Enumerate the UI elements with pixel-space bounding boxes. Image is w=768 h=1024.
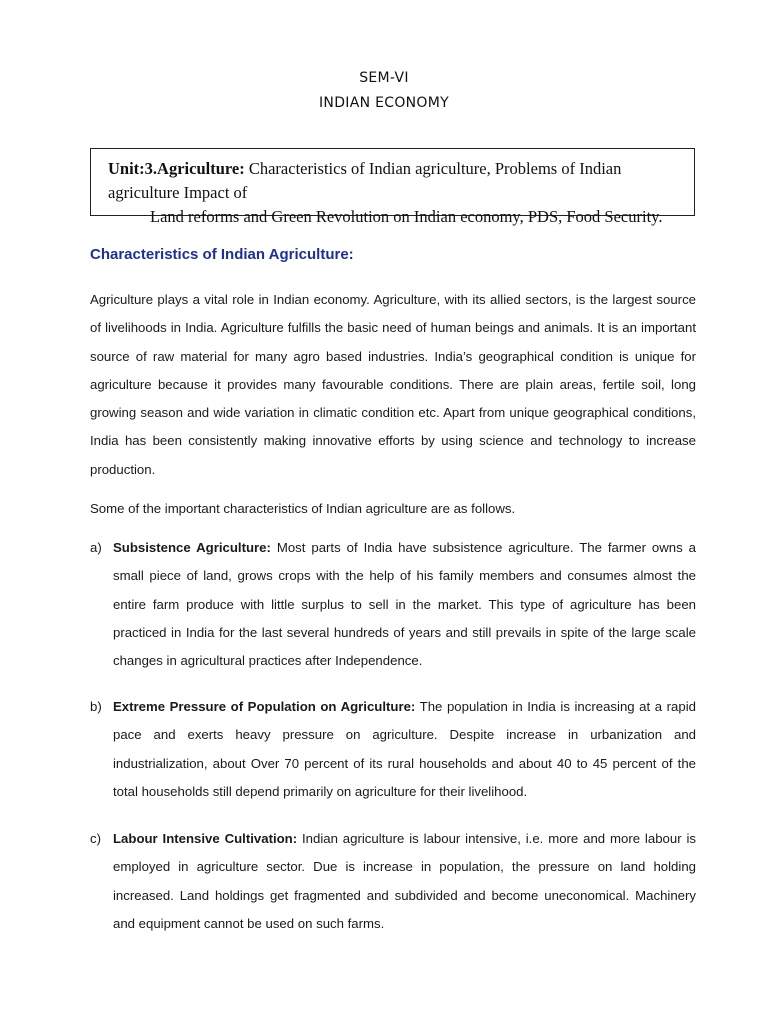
list-item-term: Extreme Pressure of Population on Agriculture: bbox=[113, 699, 416, 714]
unit-topics-line2: Land reforms and Green Revolution on Indian economy, PDS, Food Security. bbox=[150, 207, 663, 226]
list-item-text bbox=[113, 534, 696, 675]
list-item-body: The population in India is increasing at a rapid pace and exerts heavy pressure on agriculture. Despite increase in urbanization and industrialization, about Over 70 percent of its rural households and about 40 to 45 percent of the total households still depend primarily on agriculture for their livelihood. bbox=[113, 699, 696, 799]
section-title: Characteristics of Indian Agriculture: bbox=[90, 246, 354, 263]
list-item-labour-intensive bbox=[90, 825, 696, 938]
unit-box bbox=[90, 148, 695, 226]
list-marker: b) bbox=[90, 699, 102, 714]
semester-heading: SEM-VI bbox=[359, 70, 409, 86]
list-item-term: Labour Intensive Cultivation: bbox=[113, 831, 298, 846]
list-marker: a) bbox=[90, 540, 102, 555]
list-item-term: Subsistence Agriculture: bbox=[113, 540, 271, 555]
list-item-text bbox=[113, 693, 696, 806]
list-item-body: Most parts of India have subsistence agriculture. The farmer owns a small piece of land, grows crops with the help of his family members and consumes almost the entire farm produce with little surplus to sell in the market. This type of agriculture has been practiced in India for the last several hundreds of years and still prevails in spite of the large scale changes in agricultural practices after Independence. bbox=[113, 540, 696, 669]
list-intro-paragraph: Some of the important characteristics of Indian agriculture are as follows. bbox=[90, 501, 516, 516]
subject-heading: INDIAN ECONOMY bbox=[319, 95, 449, 111]
list-item-population-pressure bbox=[90, 693, 696, 806]
list-item-subsistence-agriculture bbox=[90, 534, 696, 675]
list-item-text bbox=[113, 825, 696, 938]
unit-label: Unit:3.Agriculture: bbox=[108, 159, 245, 178]
unit-topics-line1: Characteristics of Indian agriculture, Problems of Indian agriculture Impact of bbox=[108, 159, 622, 202]
list-item-body: Indian agriculture is labour intensive, i.e. more and more labour is employed in agriculture sector. Due is increase in population, the pressure on land holding increased. Land holdings get fragmented and subdivided and become uneconomical. Machinery and equipment cannot be used on such farms. bbox=[113, 831, 696, 931]
intro-paragraph: Agriculture plays a vital role in Indian economy. Agriculture, with its allied sectors, is the largest source of livelihoods in India. Agriculture fulfills the basic need of human beings and animals. It is an important source of raw material for many agro based industries. India’s geographical condition is unique for agriculture because it provides many favourable conditions. There are plain areas, fertile soil, long growing season and wide variation in climatic condition etc. Apart from unique geographical conditions, India has been consistently making innovative efforts by using science and technology to increase production. bbox=[90, 292, 696, 477]
list-marker: c) bbox=[90, 831, 101, 846]
